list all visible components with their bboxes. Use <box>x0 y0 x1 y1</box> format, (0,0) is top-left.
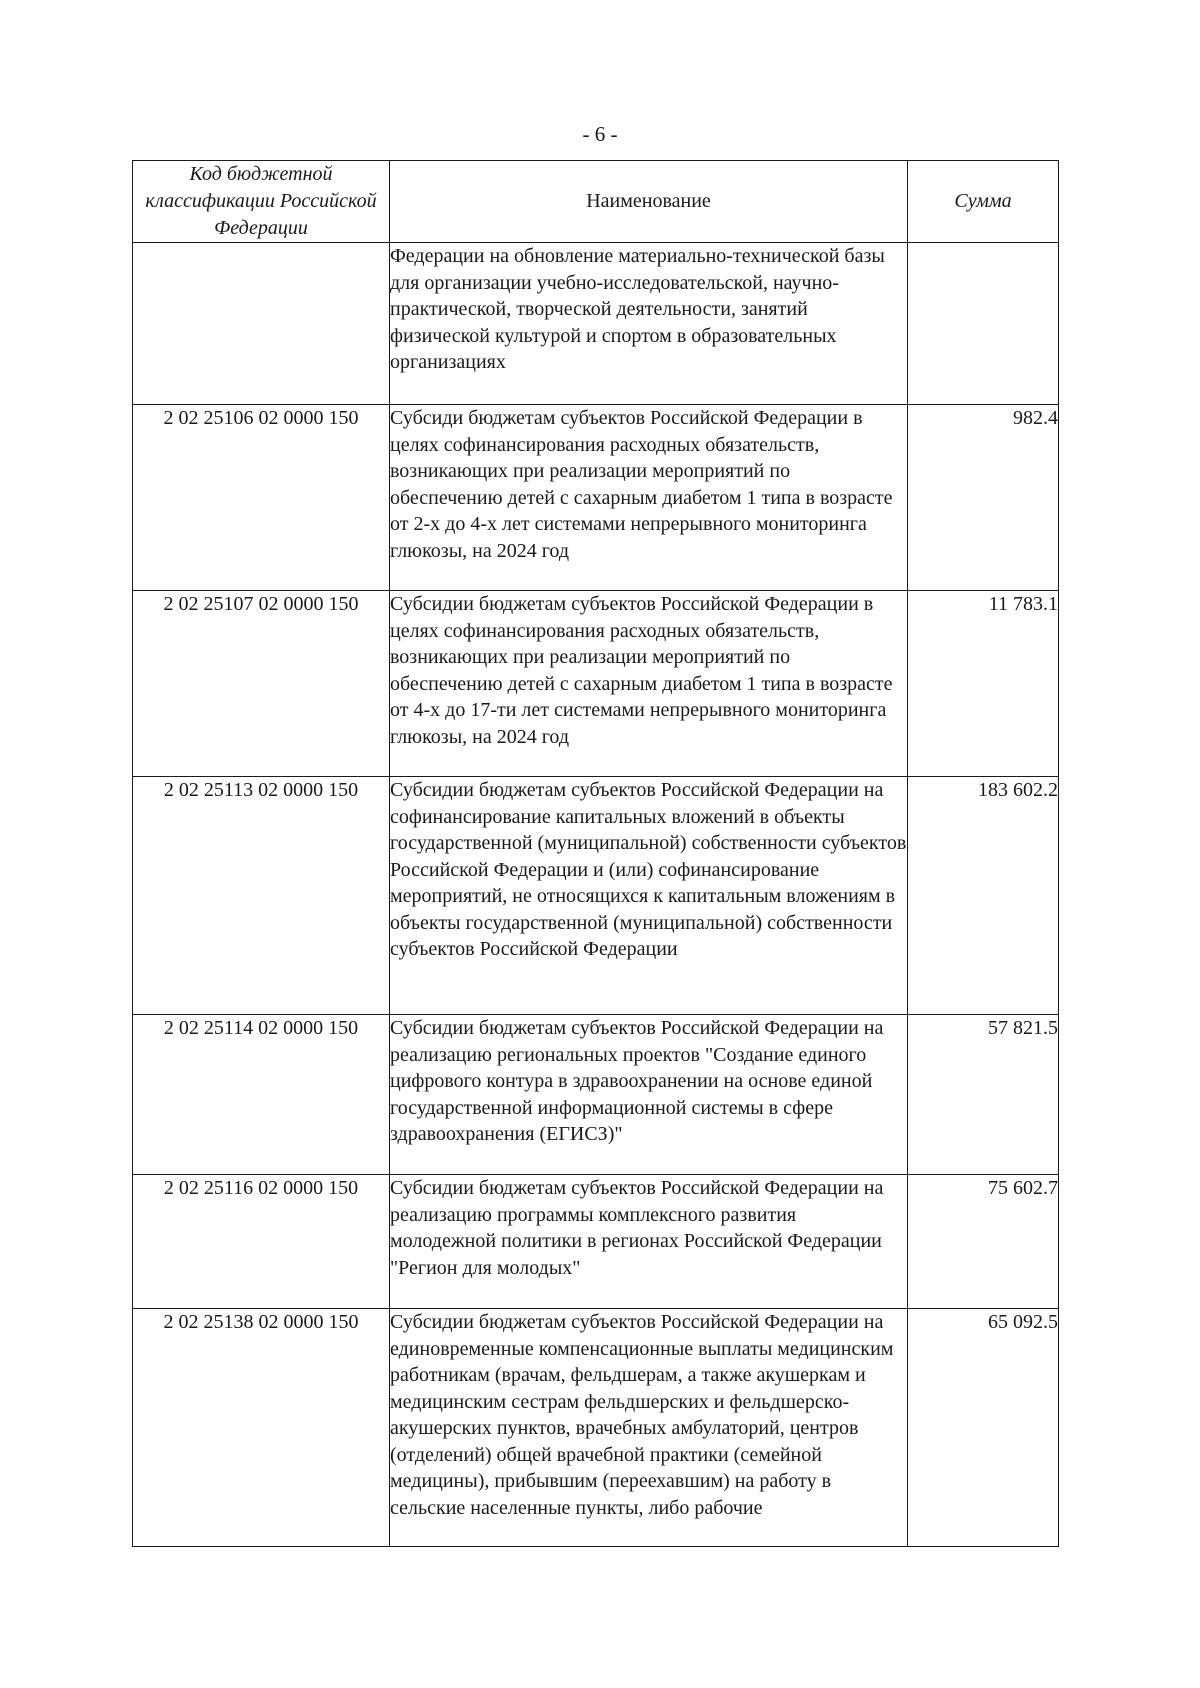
table-row <box>133 243 1059 405</box>
row-code: 2 02 25107 02 0000 150 <box>133 591 390 777</box>
header-code: Код бюджетной классификации Российской Федерации <box>133 161 390 243</box>
row-name: Субсидии бюджетам субъектов Российской Федерации на софинансирование капитальных вложений в объекты государственной (муниципальной) собственности субъектов Российской Федерации и (или) софинансирование мероприятий, не относящихся к капитальным вложениям в объекты государственной (муниципальной) собственности субъектов Российской Федерации <box>390 777 908 1015</box>
row-sum: 982.4 <box>908 405 1059 591</box>
row-sum: 75 602.7 <box>908 1175 1059 1309</box>
row-name: Субсиди бюджетам субъектов Российской Федерации в целях софинансирования расходных обязательств, возникающих при реализации мероприятий по обеспечению детей с сахарным диабетом 1 типа в возрасте от 2-х до 4-х лет системами непрерывного мониторинга глюкозы, на 2024 год <box>390 405 908 591</box>
page-number: - 6 - <box>582 122 618 146</box>
header-sum: Сумма <box>908 161 1059 243</box>
header-name: Наименование <box>390 161 908 243</box>
row-code: 2 02 25106 02 0000 150 <box>133 405 390 591</box>
row-code: 2 02 25116 02 0000 150 <box>133 1175 390 1309</box>
table-row <box>133 777 1059 1015</box>
table-header-row <box>133 161 1059 243</box>
row-code: 2 02 25138 02 0000 150 <box>133 1309 390 1547</box>
row-sum <box>908 243 1059 405</box>
table-row <box>133 405 1059 591</box>
row-name: Субсидии бюджетам субъектов Российской Федерации на единовременные компенсационные выплаты медицинским работникам (врачам, фельдшерам, а также акушеркам и медицинским сестрам фельдшерских и фельдшерско-акушерских пунктов, врачебных амбулаторий, центров (отделений) общей врачебной практики (семейной медицины), прибывшим (переехавшим) на работу в сельские населенные пункты, либо рабочие <box>390 1309 908 1547</box>
row-name: Субсидии бюджетам субъектов Российской Федерации в целях софинансирования расходных обязательств, возникающих при реализации мероприятий по обеспечению детей с сахарным диабетом 1 типа в возрасте от 4-х до 17-ти лет системами непрерывного мониторинга глюкозы, на 2024 год <box>390 591 908 777</box>
row-sum: 11 783.1 <box>908 591 1059 777</box>
row-sum: 65 092.5 <box>908 1309 1059 1547</box>
budget-table <box>132 160 1059 1547</box>
row-name: Федерации на обновление материально-технической базы для организации учебно-исследовательской, научно-практической, творческой деятельности, занятий физической культурой и спортом в образовательных организациях <box>390 243 908 405</box>
row-code: 2 02 25113 02 0000 150 <box>133 777 390 1015</box>
table-row <box>133 1015 1059 1175</box>
table-row <box>133 1175 1059 1309</box>
row-name: Субсидии бюджетам субъектов Российской Федерации на реализацию региональных проектов "Создание единого цифрового контура в здравоохранении на основе единой государственной информационной системы в сфере здравоохранения (ЕГИСЗ)" <box>390 1015 908 1175</box>
row-code <box>133 243 390 405</box>
table-row <box>133 1309 1059 1547</box>
row-name: Субсидии бюджетам субъектов Российской Федерации на реализацию программы комплексного развития молодежной политики в регионах Российской Федерации "Регион для молодых" <box>390 1175 908 1309</box>
row-sum: 57 821.5 <box>908 1015 1059 1175</box>
table-row <box>133 591 1059 777</box>
row-sum: 183 602.2 <box>908 777 1059 1015</box>
row-code: 2 02 25114 02 0000 150 <box>133 1015 390 1175</box>
